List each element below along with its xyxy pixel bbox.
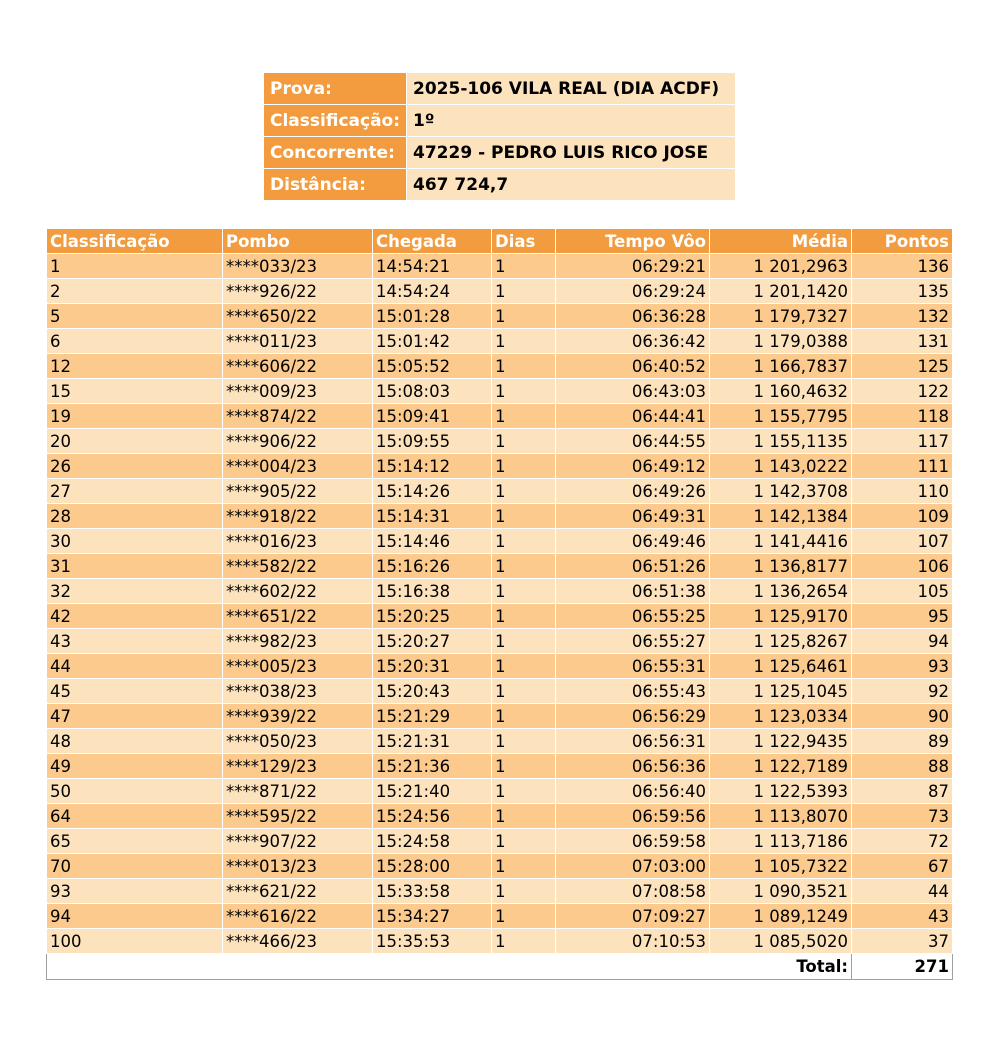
chegada-cell: 15:05:52 (373, 354, 492, 379)
dias-cell: 1 (492, 379, 556, 404)
classificacao-cell: 49 (47, 754, 223, 779)
results-table (46, 228, 953, 980)
info-value: 467 724,7 (407, 169, 736, 201)
total-label: Total: (710, 954, 852, 980)
media-cell: 1 179,0388 (710, 329, 852, 354)
classificacao-cell: 93 (47, 879, 223, 904)
classificacao-cell: 65 (47, 829, 223, 854)
info-value: 1º (407, 105, 736, 137)
tempo-voo-cell: 07:08:58 (556, 879, 710, 904)
dias-cell: 1 (492, 729, 556, 754)
tempo-voo-cell: 06:49:46 (556, 529, 710, 554)
tempo-voo-cell: 06:55:31 (556, 654, 710, 679)
dias-cell: 1 (492, 904, 556, 929)
pombo-cell: ****009/23 (223, 379, 373, 404)
table-row (47, 479, 953, 504)
classificacao-cell: 94 (47, 904, 223, 929)
classificacao-cell: 27 (47, 479, 223, 504)
table-row (47, 454, 953, 479)
dias-cell: 1 (492, 529, 556, 554)
pontos-cell: 92 (852, 679, 953, 704)
race-info-body (264, 73, 736, 201)
media-cell: 1 201,2963 (710, 254, 852, 279)
race-info-table (263, 72, 736, 201)
table-row (47, 929, 953, 954)
tempo-voo-cell: 06:51:38 (556, 579, 710, 604)
chegada-cell: 15:14:46 (373, 529, 492, 554)
tempo-voo-cell: 06:49:31 (556, 504, 710, 529)
chegada-cell: 15:01:28 (373, 304, 492, 329)
table-row (47, 329, 953, 354)
classificacao-cell: 15 (47, 379, 223, 404)
pontos-cell: 109 (852, 504, 953, 529)
dias-cell: 1 (492, 504, 556, 529)
pontos-cell: 110 (852, 479, 953, 504)
pontos-cell: 89 (852, 729, 953, 754)
media-cell: 1 155,1135 (710, 429, 852, 454)
tempo-voo-cell: 06:56:36 (556, 754, 710, 779)
media-cell: 1 125,1045 (710, 679, 852, 704)
media-cell: 1 179,7327 (710, 304, 852, 329)
pombo-cell: ****907/22 (223, 829, 373, 854)
table-row (47, 354, 953, 379)
pontos-cell: 72 (852, 829, 953, 854)
dias-cell: 1 (492, 604, 556, 629)
tempo-voo-cell: 06:51:26 (556, 554, 710, 579)
classificacao-cell: 64 (47, 804, 223, 829)
dias-cell: 1 (492, 804, 556, 829)
col-classificacao: Classificação (47, 229, 223, 254)
dias-cell: 1 (492, 554, 556, 579)
dias-cell: 1 (492, 454, 556, 479)
chegada-cell: 15:21:36 (373, 754, 492, 779)
pontos-cell: 125 (852, 354, 953, 379)
classificacao-cell: 48 (47, 729, 223, 754)
pombo-cell: ****621/22 (223, 879, 373, 904)
chegada-cell: 15:28:00 (373, 854, 492, 879)
media-cell: 1 089,1249 (710, 904, 852, 929)
media-cell: 1 155,7795 (710, 404, 852, 429)
dias-cell: 1 (492, 629, 556, 654)
tempo-voo-cell: 06:29:21 (556, 254, 710, 279)
col-pombo: Pombo (223, 229, 373, 254)
pontos-cell: 131 (852, 329, 953, 354)
pombo-cell: ****906/22 (223, 429, 373, 454)
tempo-voo-cell: 06:59:56 (556, 804, 710, 829)
classificacao-cell: 47 (47, 704, 223, 729)
dias-cell: 1 (492, 404, 556, 429)
pontos-cell: 93 (852, 654, 953, 679)
tempo-voo-cell: 06:56:40 (556, 779, 710, 804)
table-row (47, 304, 953, 329)
dias-cell: 1 (492, 679, 556, 704)
dias-cell: 1 (492, 654, 556, 679)
chegada-cell: 15:20:43 (373, 679, 492, 704)
chegada-cell: 15:20:27 (373, 629, 492, 654)
pombo-cell: ****874/22 (223, 404, 373, 429)
dias-cell: 1 (492, 829, 556, 854)
info-label: Concorrente: (264, 137, 407, 169)
chegada-cell: 15:14:31 (373, 504, 492, 529)
pombo-cell: ****939/22 (223, 704, 373, 729)
tempo-voo-cell: 06:40:52 (556, 354, 710, 379)
chegada-cell: 15:16:38 (373, 579, 492, 604)
tempo-voo-cell: 06:55:25 (556, 604, 710, 629)
pombo-cell: ****033/23 (223, 254, 373, 279)
table-row (47, 529, 953, 554)
table-row (47, 579, 953, 604)
media-cell: 1 136,2654 (710, 579, 852, 604)
total-value: 271 (852, 954, 953, 980)
pontos-cell: 111 (852, 454, 953, 479)
chegada-cell: 15:35:53 (373, 929, 492, 954)
info-row-concorrente (264, 137, 736, 169)
pombo-cell: ****038/23 (223, 679, 373, 704)
media-cell: 1 141,4416 (710, 529, 852, 554)
dias-cell: 1 (492, 779, 556, 804)
info-label: Prova: (264, 73, 407, 105)
total-spacer (47, 954, 710, 980)
classificacao-cell: 43 (47, 629, 223, 654)
classificacao-cell: 70 (47, 854, 223, 879)
results-header (47, 229, 953, 254)
pontos-cell: 117 (852, 429, 953, 454)
media-cell: 1 142,3708 (710, 479, 852, 504)
pombo-cell: ****004/23 (223, 454, 373, 479)
table-row (47, 504, 953, 529)
media-cell: 1 113,7186 (710, 829, 852, 854)
media-cell: 1 166,7837 (710, 354, 852, 379)
table-row (47, 654, 953, 679)
media-cell: 1 142,1384 (710, 504, 852, 529)
chegada-cell: 15:14:12 (373, 454, 492, 479)
chegada-cell: 15:33:58 (373, 879, 492, 904)
tempo-voo-cell: 06:36:28 (556, 304, 710, 329)
table-row (47, 704, 953, 729)
classificacao-cell: 50 (47, 779, 223, 804)
pontos-cell: 43 (852, 904, 953, 929)
dias-cell: 1 (492, 579, 556, 604)
media-cell: 1 143,0222 (710, 454, 852, 479)
pontos-cell: 95 (852, 604, 953, 629)
results-body (47, 254, 953, 954)
classificacao-cell: 19 (47, 404, 223, 429)
dias-cell: 1 (492, 354, 556, 379)
classificacao-cell: 5 (47, 304, 223, 329)
classificacao-cell: 30 (47, 529, 223, 554)
pombo-cell: ****016/23 (223, 529, 373, 554)
dias-cell: 1 (492, 879, 556, 904)
classificacao-cell: 26 (47, 454, 223, 479)
media-cell: 1 123,0334 (710, 704, 852, 729)
pontos-cell: 90 (852, 704, 953, 729)
chegada-cell: 15:01:42 (373, 329, 492, 354)
table-row (47, 829, 953, 854)
media-cell: 1 125,9170 (710, 604, 852, 629)
chegada-cell: 15:20:31 (373, 654, 492, 679)
classificacao-cell: 42 (47, 604, 223, 629)
info-label: Distância: (264, 169, 407, 201)
tempo-voo-cell: 06:55:27 (556, 629, 710, 654)
info-row-distancia (264, 169, 736, 201)
tempo-voo-cell: 06:36:42 (556, 329, 710, 354)
tempo-voo-cell: 06:49:12 (556, 454, 710, 479)
chegada-cell: 15:34:27 (373, 904, 492, 929)
classificacao-cell: 1 (47, 254, 223, 279)
pombo-cell: ****905/22 (223, 479, 373, 504)
tempo-voo-cell: 06:44:55 (556, 429, 710, 454)
pombo-cell: ****602/22 (223, 579, 373, 604)
chegada-cell: 15:16:26 (373, 554, 492, 579)
pombo-cell: ****918/22 (223, 504, 373, 529)
pontos-cell: 37 (852, 929, 953, 954)
media-cell: 1 160,4632 (710, 379, 852, 404)
pontos-cell: 105 (852, 579, 953, 604)
classificacao-cell: 31 (47, 554, 223, 579)
pombo-cell: ****129/23 (223, 754, 373, 779)
dias-cell: 1 (492, 279, 556, 304)
col-tempo-voo: Tempo Vôo (556, 229, 710, 254)
dias-cell: 1 (492, 704, 556, 729)
classificacao-cell: 20 (47, 429, 223, 454)
classificacao-cell: 2 (47, 279, 223, 304)
pombo-cell: ****466/23 (223, 929, 373, 954)
classificacao-cell: 100 (47, 929, 223, 954)
dias-cell: 1 (492, 254, 556, 279)
info-row-prova (264, 73, 736, 105)
dias-cell: 1 (492, 329, 556, 354)
pombo-cell: ****650/22 (223, 304, 373, 329)
table-row (47, 379, 953, 404)
info-label: Classificação: (264, 105, 407, 137)
pontos-cell: 44 (852, 879, 953, 904)
results-footer (47, 954, 953, 980)
chegada-cell: 14:54:24 (373, 279, 492, 304)
pontos-cell: 106 (852, 554, 953, 579)
dias-cell: 1 (492, 429, 556, 454)
table-row (47, 729, 953, 754)
classificacao-cell: 28 (47, 504, 223, 529)
table-row (47, 679, 953, 704)
tempo-voo-cell: 07:03:00 (556, 854, 710, 879)
pombo-cell: ****926/22 (223, 279, 373, 304)
pontos-cell: 107 (852, 529, 953, 554)
dias-cell: 1 (492, 479, 556, 504)
classificacao-cell: 44 (47, 654, 223, 679)
table-row (47, 604, 953, 629)
pontos-cell: 135 (852, 279, 953, 304)
media-cell: 1 090,3521 (710, 879, 852, 904)
table-row (47, 404, 953, 429)
chegada-cell: 15:21:29 (373, 704, 492, 729)
tempo-voo-cell: 07:10:53 (556, 929, 710, 954)
chegada-cell: 15:09:55 (373, 429, 492, 454)
info-value: 2025-106 VILA REAL (DIA ACDF) (407, 73, 736, 105)
media-cell: 1 113,8070 (710, 804, 852, 829)
media-cell: 1 125,6461 (710, 654, 852, 679)
pombo-cell: ****050/23 (223, 729, 373, 754)
table-row (47, 854, 953, 879)
pombo-cell: ****005/23 (223, 654, 373, 679)
pontos-cell: 122 (852, 379, 953, 404)
col-chegada: Chegada (373, 229, 492, 254)
chegada-cell: 15:21:40 (373, 779, 492, 804)
table-row (47, 429, 953, 454)
tempo-voo-cell: 06:29:24 (556, 279, 710, 304)
table-row (47, 254, 953, 279)
chegada-cell: 15:14:26 (373, 479, 492, 504)
pontos-cell: 136 (852, 254, 953, 279)
dias-cell: 1 (492, 854, 556, 879)
pombo-cell: ****651/22 (223, 604, 373, 629)
chegada-cell: 15:24:56 (373, 804, 492, 829)
pontos-cell: 88 (852, 754, 953, 779)
media-cell: 1 105,7322 (710, 854, 852, 879)
table-row (47, 879, 953, 904)
tempo-voo-cell: 06:55:43 (556, 679, 710, 704)
tempo-voo-cell: 06:59:58 (556, 829, 710, 854)
pombo-cell: ****582/22 (223, 554, 373, 579)
classificacao-cell: 45 (47, 679, 223, 704)
tempo-voo-cell: 06:56:29 (556, 704, 710, 729)
pontos-cell: 73 (852, 804, 953, 829)
classificacao-cell: 12 (47, 354, 223, 379)
media-cell: 1 122,5393 (710, 779, 852, 804)
table-row (47, 904, 953, 929)
table-row (47, 279, 953, 304)
info-value: 47229 - PEDRO LUIS RICO JOSE (407, 137, 736, 169)
dias-cell: 1 (492, 754, 556, 779)
table-row (47, 804, 953, 829)
tempo-voo-cell: 06:49:26 (556, 479, 710, 504)
pombo-cell: ****606/22 (223, 354, 373, 379)
pontos-cell: 132 (852, 304, 953, 329)
pombo-cell: ****595/22 (223, 804, 373, 829)
tempo-voo-cell: 06:56:31 (556, 729, 710, 754)
pombo-cell: ****982/23 (223, 629, 373, 654)
col-dias: Dias (492, 229, 556, 254)
table-row (47, 554, 953, 579)
media-cell: 1 122,7189 (710, 754, 852, 779)
chegada-cell: 15:08:03 (373, 379, 492, 404)
classificacao-cell: 6 (47, 329, 223, 354)
media-cell: 1 122,9435 (710, 729, 852, 754)
col-pontos: Pontos (852, 229, 953, 254)
table-row (47, 779, 953, 804)
tempo-voo-cell: 06:44:41 (556, 404, 710, 429)
pontos-cell: 67 (852, 854, 953, 879)
media-cell: 1 085,5020 (710, 929, 852, 954)
pombo-cell: ****871/22 (223, 779, 373, 804)
media-cell: 1 136,8177 (710, 554, 852, 579)
pombo-cell: ****616/22 (223, 904, 373, 929)
chegada-cell: 15:21:31 (373, 729, 492, 754)
tempo-voo-cell: 07:09:27 (556, 904, 710, 929)
chegada-cell: 14:54:21 (373, 254, 492, 279)
pombo-cell: ****013/23 (223, 854, 373, 879)
chegada-cell: 15:24:58 (373, 829, 492, 854)
pombo-cell: ****011/23 (223, 329, 373, 354)
dias-cell: 1 (492, 304, 556, 329)
table-row (47, 629, 953, 654)
dias-cell: 1 (492, 929, 556, 954)
pontos-cell: 87 (852, 779, 953, 804)
chegada-cell: 15:20:25 (373, 604, 492, 629)
media-cell: 1 125,8267 (710, 629, 852, 654)
col-media: Média (710, 229, 852, 254)
media-cell: 1 201,1420 (710, 279, 852, 304)
classificacao-cell: 32 (47, 579, 223, 604)
table-row (47, 754, 953, 779)
pontos-cell: 94 (852, 629, 953, 654)
info-row-classificacao (264, 105, 736, 137)
chegada-cell: 15:09:41 (373, 404, 492, 429)
pontos-cell: 118 (852, 404, 953, 429)
tempo-voo-cell: 06:43:03 (556, 379, 710, 404)
